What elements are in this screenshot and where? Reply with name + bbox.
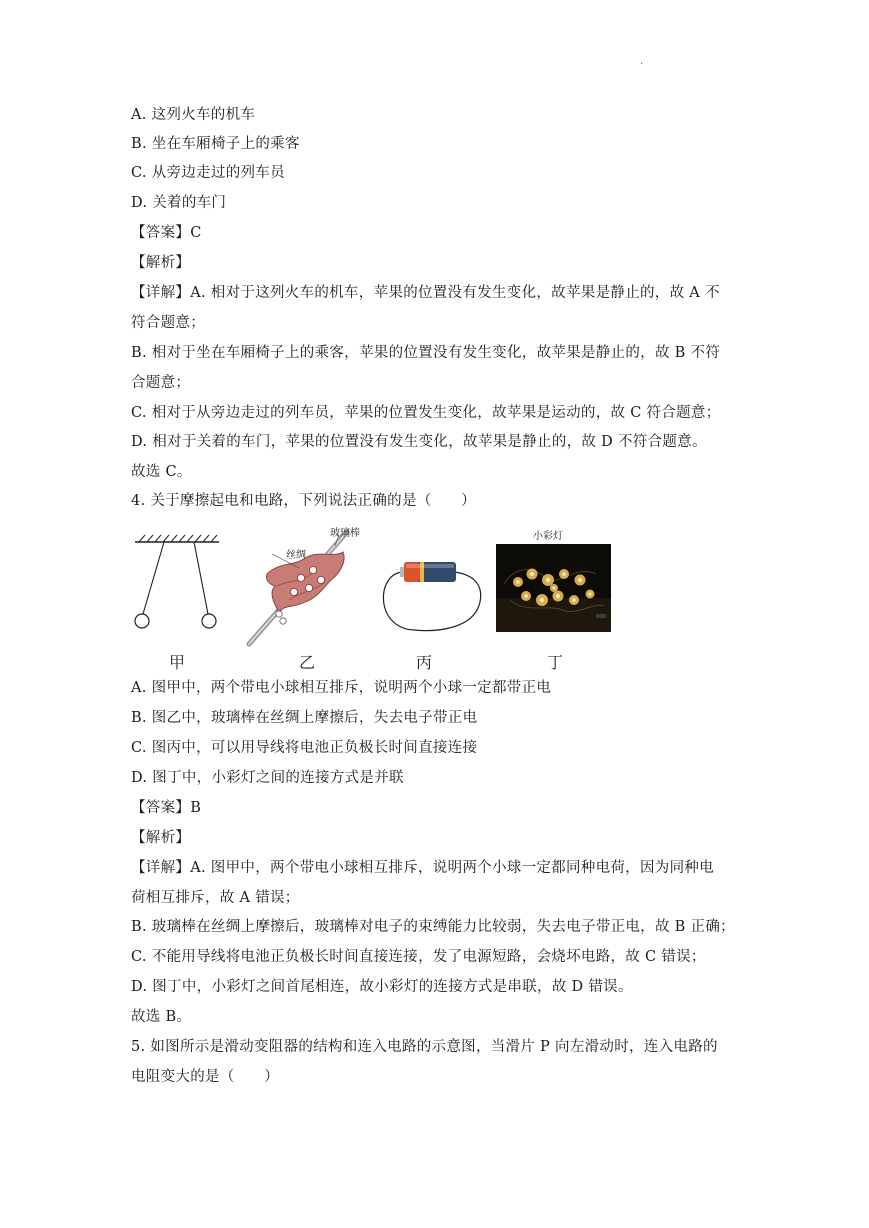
q3-analysis-label: 【解析】 [131, 255, 191, 271]
q4-detail-line: 【详解】A. 图甲中，两个带电小球相互排斥，说明两个小球一定都同种电荷，因为同种电 [131, 860, 714, 876]
q3-detail-line: 合题意； [131, 375, 191, 391]
q3-option-d: D. 关着的车门 [131, 195, 227, 211]
caption-ding: 丁 [547, 653, 564, 672]
glass-rod-silk-diagram [239, 522, 369, 650]
lights-photo-image [496, 544, 611, 632]
label-glass-rod: 玻璃棒 [330, 528, 360, 539]
label-lights: 小彩灯 [533, 531, 563, 542]
q5-stem-line: 5. 如图所示是滑动变阻器的结构和连入电路的示意图，当滑片 P 向左滑动时，连入电路的 [131, 1039, 718, 1055]
q3-option-c: C. 从旁边走过的列车员 [131, 165, 285, 181]
q4-figure [131, 522, 621, 672]
q4-answer: 【答案】B [131, 800, 202, 816]
caption-yi: 乙 [299, 653, 316, 672]
label-silk: 丝绸 [286, 550, 306, 561]
q4-analysis-label: 【解析】 [131, 830, 191, 846]
header-mark: . [640, 56, 644, 67]
q3-detail-line: D. 相对于关着的车门，苹果的位置没有发生变化，故苹果是静止的，故 D 不符合题意。 [131, 434, 707, 450]
q3-detail-line: B. 相对于坐在车厢椅子上的乘客，苹果的位置没有发生变化，故苹果是静止的，故 B 不符 [131, 345, 721, 361]
q3-detail-line: 故选 C。 [131, 464, 192, 480]
q3-detail-line: 符合题意； [131, 315, 205, 331]
lights-photo [496, 544, 611, 632]
q4-detail-line: B. 玻璃棒在丝绸上摩擦后，玻璃棒对电子的束缚能力比较弱，失去电子带正电，故 B 正确； [131, 919, 735, 935]
q5-stem-line: 电阻变大的是（ ） [131, 1069, 279, 1085]
q4-detail-line: 故选 B。 [131, 1009, 192, 1025]
caption-jia: 甲 [169, 653, 186, 672]
q4-detail-line: C. 不能用导线将电池正负极长时间直接连接，发了电源短路，会烧坏电路，故 C 错误； [131, 949, 706, 965]
q4-detail-line: D. 图丁中，小彩灯之间首尾相连，故小彩灯的连接方式是串联，故 D 错误。 [131, 979, 633, 995]
q3-option-b: B. 坐在车厢椅子上的乘客 [131, 136, 300, 152]
q4-option-b: B. 图乙中，玻璃棒在丝绸上摩擦后，失去电子带正电 [131, 710, 478, 726]
q3-option-a: A. 这列火车的机车 [131, 107, 256, 123]
battery-circuit-diagram [374, 552, 486, 640]
q4-stem: 4. 关于摩擦起电和电路，下列说法正确的是（ ） [131, 493, 476, 509]
q3-answer: 【答案】C [131, 225, 202, 241]
q3-detail-line: C. 相对于从旁边走过的列车员，苹果的位置发生变化，故苹果是运动的，故 C 符合题意； [131, 405, 721, 421]
hanging-balls-diagram [131, 522, 226, 637]
q4-option-d: D. 图丁中，小彩灯之间的连接方式是并联 [131, 770, 404, 786]
caption-bing: 丙 [416, 653, 433, 672]
q4-option-a: A. 图甲中，两个带电小球相互排斥，说明两个小球一定都带正电 [131, 680, 552, 696]
q4-option-c: C. 图丙中，可以用导线将电池正负极长时间直接连接 [131, 740, 478, 756]
q4-detail-line: 荷相互排斥，故 A 错误； [131, 890, 300, 906]
q3-detail-line: 【详解】A. 相对于这列火车的机车，苹果的位置没有发生变化，故苹果是静止的，故 A 不 [131, 285, 720, 301]
